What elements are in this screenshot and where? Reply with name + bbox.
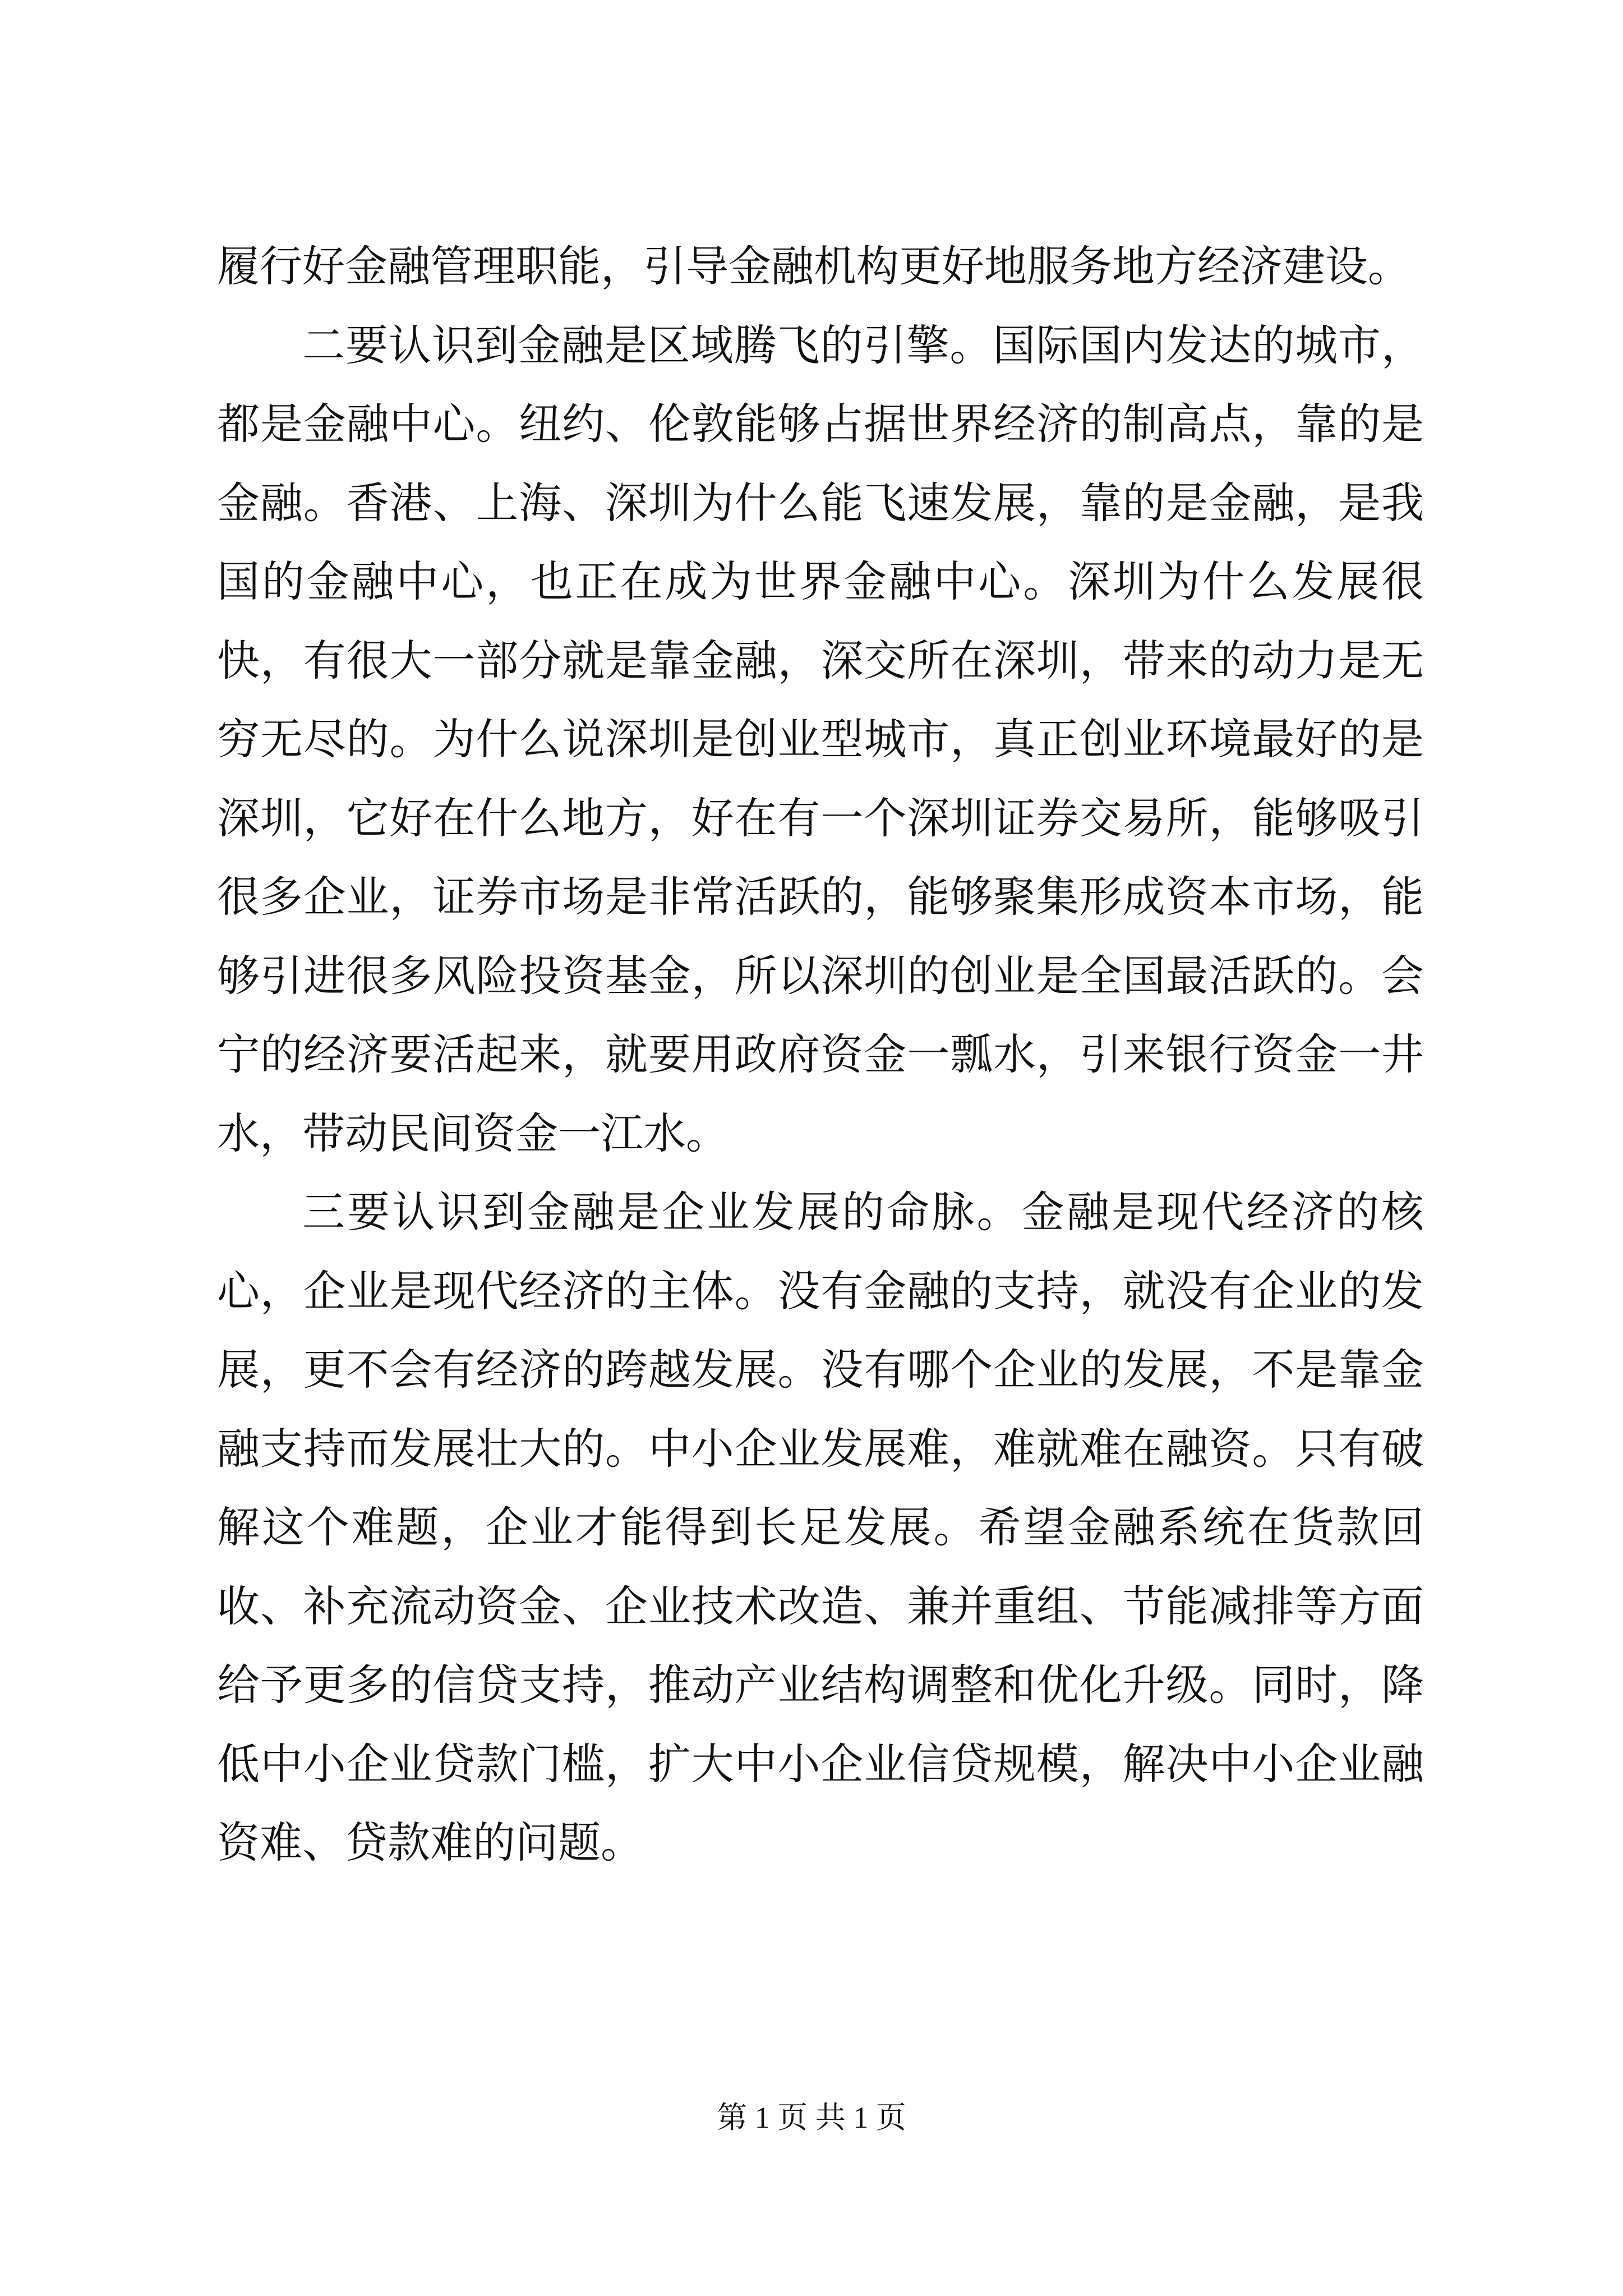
paragraph-2: 二要认识到金融是区域腾飞的引擎。国际国内发达的城市，都是金融中心。纽约、伦敦能够占据世界经济的制高点，靠的是金融。香港、上海、深圳为什么能飞速发展，靠的是金融，是我国的金融中心，也正在成为世界金融中心。深圳为什么发展很快，有很大一部分就是靠金融，深交所在深圳，带来的动力是无穷无尽的。为什么说深圳是创业型城市，真正创业环境最好的是深圳，它好在什么地方，好在有一个深圳证券交易所，能够吸引很多企业，证券市场是非常活跃的，能够聚集形成资本市场，能够引进很多风险投资基金，所以深圳的创业是全国最活跃的。会宁的经济要活起来，就要用政府资金一瓢水，引来银行资金一井水，带动民间资金一江水。 <box>217 320 1424 1158</box>
body-text <box>217 227 1424 1883</box>
page-footer: 第 1 页 共 1 页 <box>717 2101 906 2134</box>
paragraph-3: 三要认识到金融是企业发展的命脉。金融是现代经济的核心，企业是现代经济的主体。没有金融的支持，就没有企业的发展，更不会有经济的跨越发展。没有哪个企业的发展，不是靠金融支持而发展壮大的。中小企业发展难，难就难在融资。只有破解这个难题，企业才能得到长足发展。希望金融系统在货款回收、补充流动资金、企业技术改造、兼并重组、节能减排等方面给予更多的信贷支持，推动产业结构调整和优化升级。同时，降低中小企业贷款门槛，扩大中小企业信贷规模，解决中小企业融资难、贷款难的问题。 <box>217 1187 1424 1867</box>
paragraph-1: 履行好金融管理职能，引导金融机构更好地服务地方经济建设。 <box>217 241 1410 291</box>
